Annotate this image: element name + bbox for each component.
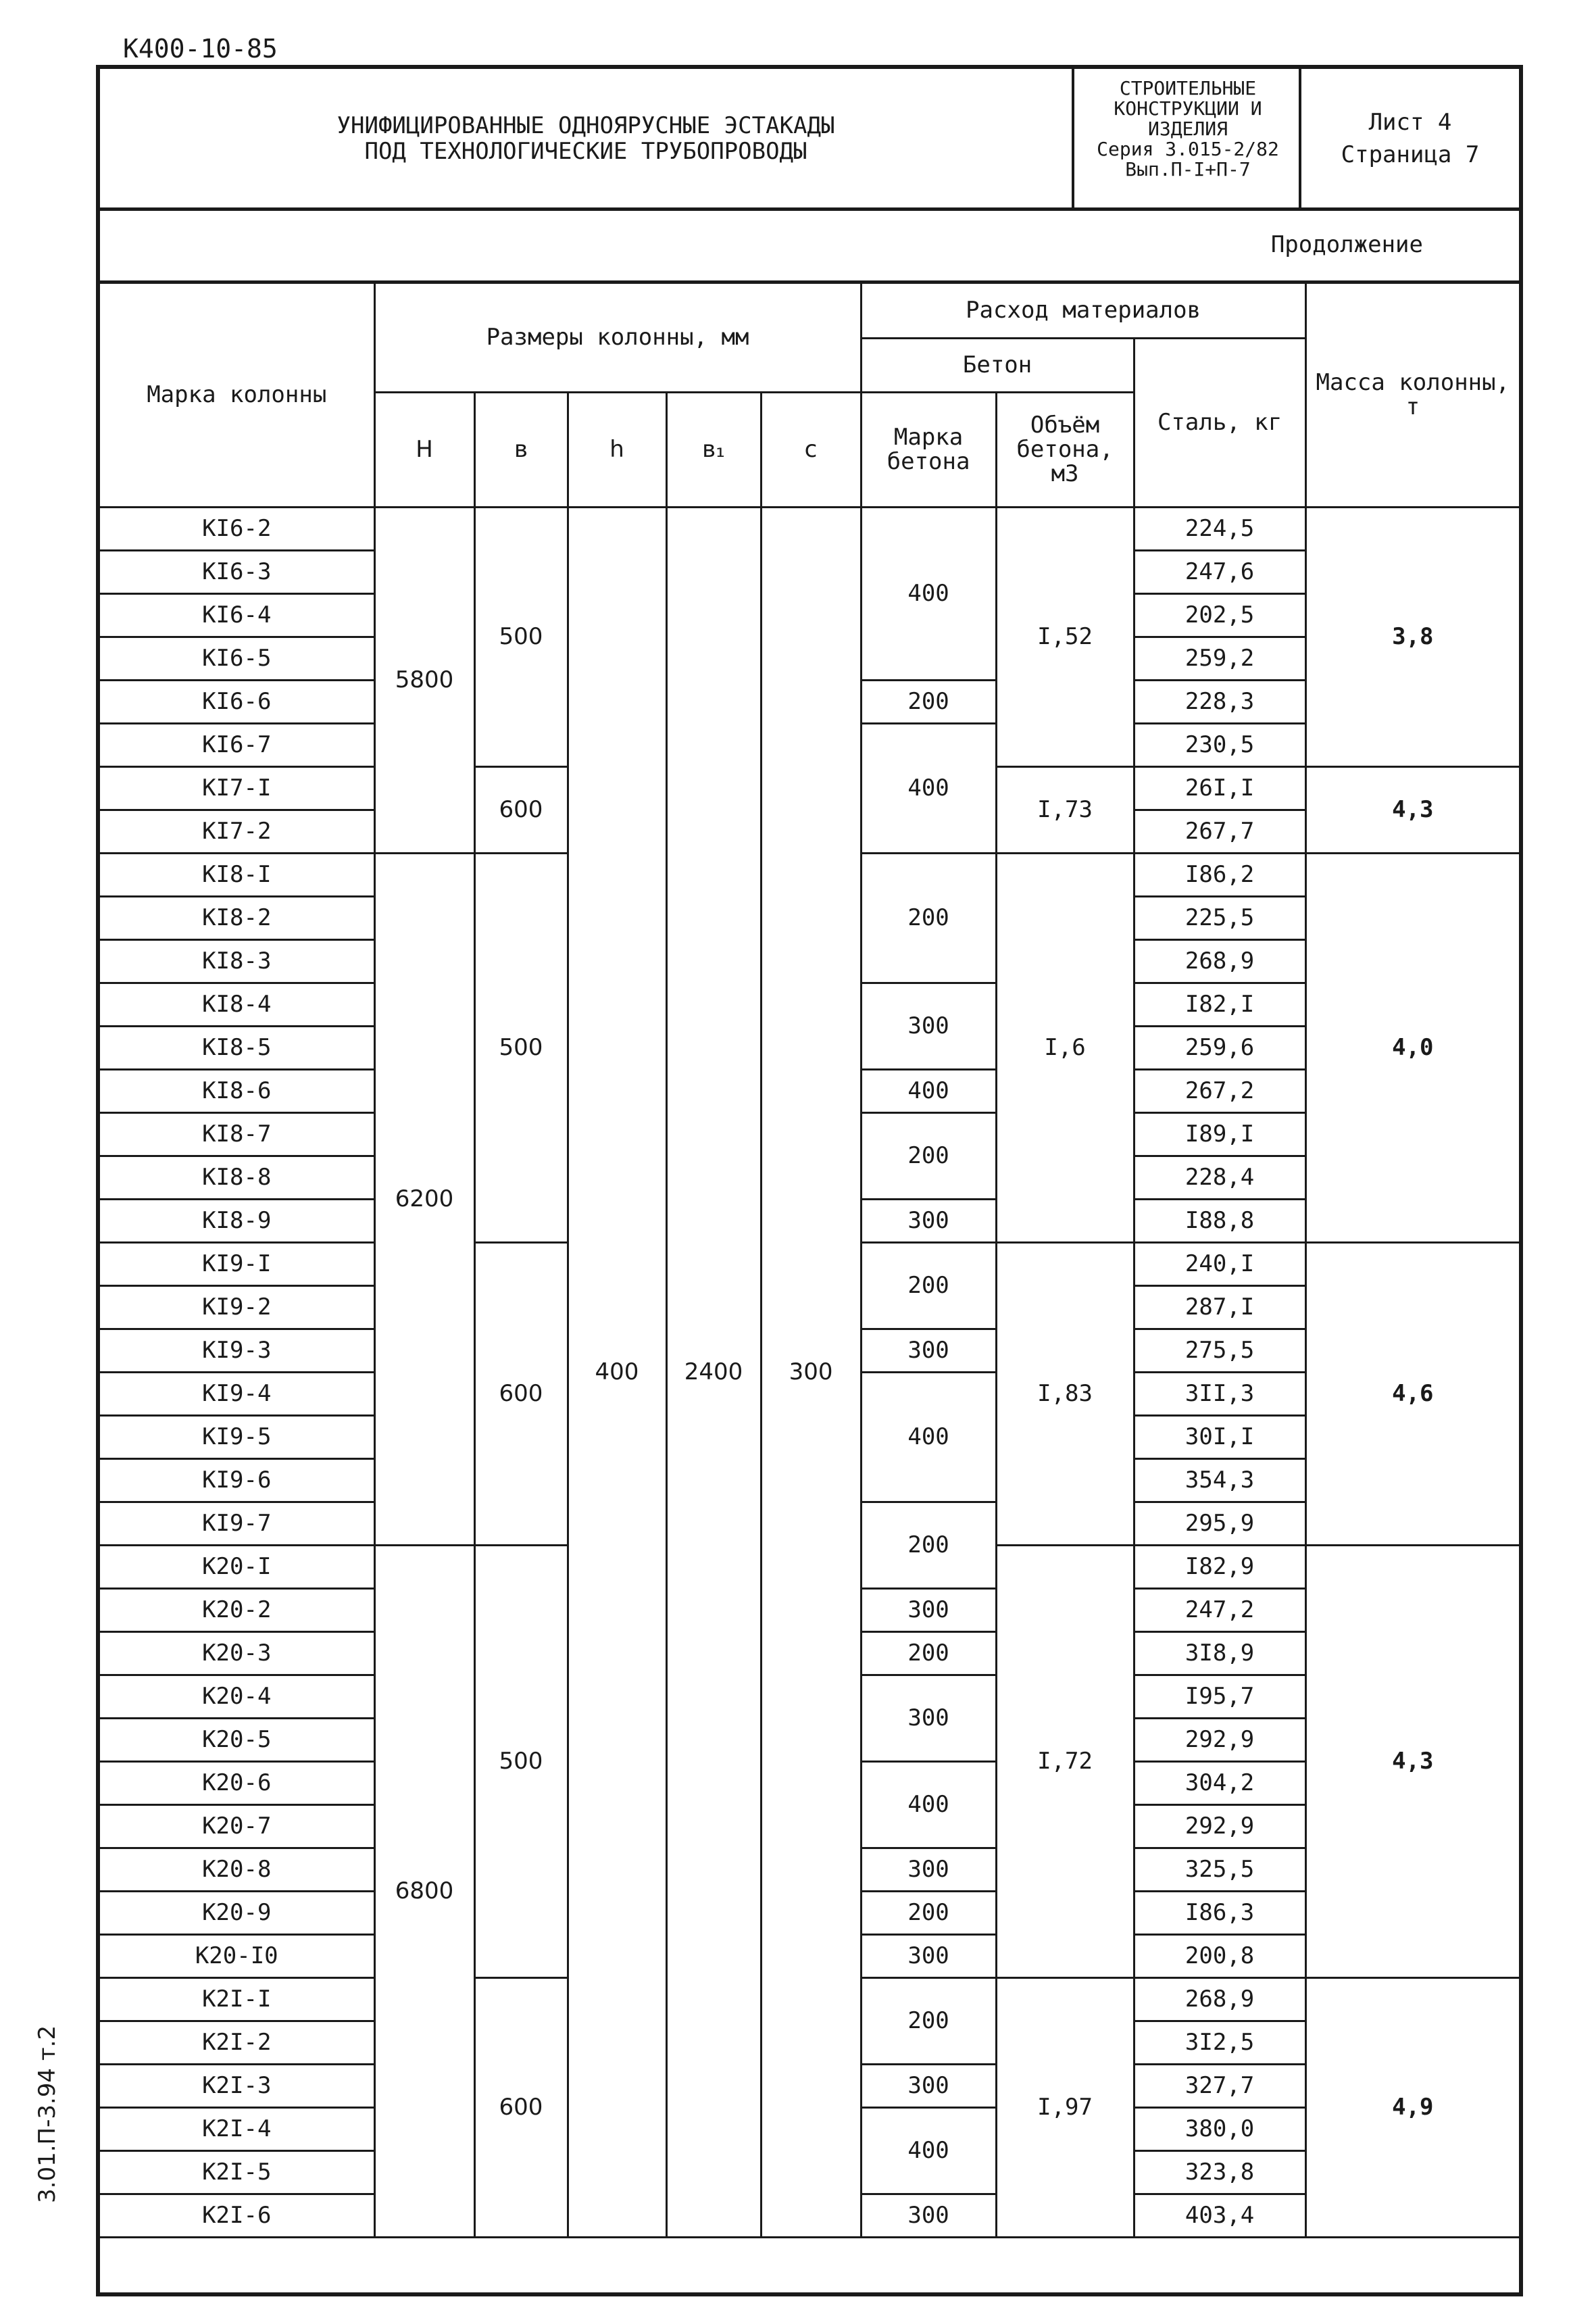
cell-steel: 304,2 — [1134, 1761, 1305, 1804]
cell-steel: I95,7 — [1134, 1675, 1305, 1718]
cell-b: 600 — [474, 1977, 568, 2237]
cell-grade: 300 — [861, 1588, 996, 1631]
cell-H: 6200 — [374, 853, 474, 1545]
cell-grade: 200 — [861, 1242, 996, 1329]
cell-mark: К20-3 — [100, 1631, 374, 1675]
cell-h: 400 — [568, 507, 666, 2237]
cell-mark: КI9-I — [100, 1242, 374, 1285]
cell-steel: 267,2 — [1134, 1069, 1305, 1112]
cell-steel: 230,5 — [1134, 723, 1305, 766]
sheet-number: Лист 4 — [1368, 108, 1452, 136]
cell-mark: КI6-3 — [100, 550, 374, 593]
cell-steel: I88,8 — [1134, 1199, 1305, 1242]
cell-steel: I89,I — [1134, 1112, 1305, 1156]
cell-grade: 200 — [861, 1977, 996, 2064]
cell-mark: К2I-2 — [100, 2021, 374, 2064]
header-mass: Масса колонны, т — [1305, 284, 1519, 507]
cell-mark: КI6-5 — [100, 637, 374, 680]
cell-steel: I86,2 — [1134, 853, 1305, 896]
cell-grade: 200 — [861, 1112, 996, 1199]
cell-mark: К20-4 — [100, 1675, 374, 1718]
cell-grade: 200 — [861, 853, 996, 983]
cell-grade: 300 — [861, 1934, 996, 1977]
cell-grade: 200 — [861, 680, 996, 723]
cell-grade: 200 — [861, 1631, 996, 1675]
sheet-block — [1301, 69, 1519, 207]
title-line-1: УНИФИЦИРОВАННЫЕ ОДНОЯРУСНЫЕ ЭСТАКАДЫ — [336, 112, 835, 139]
cell-mark: КI6-7 — [100, 723, 374, 766]
cell-steel: 327,7 — [1134, 2064, 1305, 2107]
cell-mass: 4,3 — [1305, 766, 1519, 853]
cell-b1: 2400 — [666, 507, 761, 2237]
cell-mark: КI9-6 — [100, 1458, 374, 1502]
cell-steel: 247,2 — [1134, 1588, 1305, 1631]
cell-mass: 4,0 — [1305, 853, 1519, 1242]
cell-mark: КI6-6 — [100, 680, 374, 723]
document-title — [100, 69, 1072, 207]
cell-steel: 259,6 — [1134, 1026, 1305, 1069]
title-line-2: ПОД ТЕХНОЛОГИЧЕСКИЕ ТРУБОПРОВОДЫ — [364, 137, 807, 165]
cell-steel: 403,4 — [1134, 2194, 1305, 2237]
cell-mark: КI8-5 — [100, 1026, 374, 1069]
series-line-5: Вып.П-I+П-7 — [1125, 158, 1251, 180]
continuation-label: Продолжение — [1270, 231, 1423, 258]
cell-steel: 380,0 — [1134, 2107, 1305, 2150]
cell-steel: 287,I — [1134, 1285, 1305, 1329]
cell-mark: КI9-4 — [100, 1372, 374, 1415]
table-body — [100, 507, 1519, 2237]
header-concrete: Бетон — [861, 338, 1134, 392]
cell-steel: 228,3 — [1134, 680, 1305, 723]
cell-mark: КI8-2 — [100, 896, 374, 939]
cell-grade: 300 — [861, 1848, 996, 1891]
cell-mark: К20-9 — [100, 1891, 374, 1934]
cell-mark: КI8-6 — [100, 1069, 374, 1112]
cell-steel: 292,9 — [1134, 1804, 1305, 1848]
cell-steel: 325,5 — [1134, 1848, 1305, 1891]
cell-mass: 4,3 — [1305, 1545, 1519, 1977]
cell-c: 300 — [761, 507, 861, 2237]
cell-steel: 268,9 — [1134, 1977, 1305, 2021]
document-frame — [96, 65, 1523, 2296]
cell-grade: 400 — [861, 723, 996, 853]
cell-mark: КI8-I — [100, 853, 374, 896]
cell-steel: I82,I — [1134, 983, 1305, 1026]
cell-b: 500 — [474, 507, 568, 766]
cell-grade: 300 — [861, 1329, 996, 1372]
cell-mark: К2I-4 — [100, 2107, 374, 2150]
cell-mark: К20-5 — [100, 1718, 374, 1761]
header-b1: в₁ — [666, 392, 761, 507]
cell-grade: 300 — [861, 983, 996, 1069]
continuation-row — [100, 211, 1519, 284]
cell-grade: 400 — [861, 1372, 996, 1502]
cell-H: 6800 — [374, 1545, 474, 2237]
cell-steel: 354,3 — [1134, 1458, 1305, 1502]
cell-b: 600 — [474, 1242, 568, 1545]
cell-mass: 3,8 — [1305, 507, 1519, 766]
cell-H: 5800 — [374, 507, 474, 853]
cell-steel: I86,3 — [1134, 1891, 1305, 1934]
cell-grade: 300 — [861, 1199, 996, 1242]
cell-mark: КI7-I — [100, 766, 374, 810]
cell-mark: К20-8 — [100, 1848, 374, 1891]
cell-steel: I82,9 — [1134, 1545, 1305, 1588]
cell-steel: 200,8 — [1134, 1934, 1305, 1977]
header-concrete-volume: Объём бетона, м3 — [996, 392, 1134, 507]
cell-grade: 400 — [861, 1761, 996, 1848]
cell-steel: 3I8,9 — [1134, 1631, 1305, 1675]
header-b: в — [474, 392, 568, 507]
cell-steel: 268,9 — [1134, 939, 1305, 983]
cell-steel: 292,9 — [1134, 1718, 1305, 1761]
cell-mark: КI6-4 — [100, 593, 374, 637]
cell-mark: К20-2 — [100, 1588, 374, 1631]
cell-mark: КI9-3 — [100, 1329, 374, 1372]
series-block — [1072, 69, 1301, 207]
cell-volume: I,52 — [996, 507, 1134, 766]
cell-steel: 3I2,5 — [1134, 2021, 1305, 2064]
series-line-2: КОНСТРУКЦИИ И — [1114, 97, 1262, 120]
cell-mark: КI8-7 — [100, 1112, 374, 1156]
cell-steel: 225,5 — [1134, 896, 1305, 939]
cell-mark: КI9-7 — [100, 1502, 374, 1545]
cell-grade: 200 — [861, 1502, 996, 1588]
cell-mark: К2I-5 — [100, 2150, 374, 2194]
cell-steel: 202,5 — [1134, 593, 1305, 637]
cell-mark: КI9-2 — [100, 1285, 374, 1329]
cell-mark: КI6-2 — [100, 507, 374, 550]
header-materials: Расход материалов — [861, 284, 1305, 338]
header-H: H — [374, 392, 474, 507]
series-line-3: ИЗДЕЛИЯ — [1147, 118, 1228, 140]
cell-grade: 300 — [861, 1675, 996, 1761]
series-line-4: Серия 3.015-2/82 — [1097, 138, 1279, 160]
cell-grade: 400 — [861, 2107, 996, 2194]
series-line-1: СТРОИТЕЛЬНЫЕ — [1119, 77, 1257, 99]
cell-steel: 26I,I — [1134, 766, 1305, 810]
cell-mark: КI7-2 — [100, 810, 374, 853]
document-code: К400-10-85 — [123, 34, 278, 64]
cell-steel: 240,I — [1134, 1242, 1305, 1285]
cell-volume: I,97 — [996, 1977, 1134, 2237]
cell-steel: 267,7 — [1134, 810, 1305, 853]
cell-volume: I,73 — [996, 766, 1134, 853]
cell-volume: I,72 — [996, 1545, 1134, 1977]
cell-grade: 300 — [861, 2064, 996, 2107]
cell-mass: 4,6 — [1305, 1242, 1519, 1545]
cell-mark: КI8-3 — [100, 939, 374, 983]
cell-steel: 3II,3 — [1134, 1372, 1305, 1415]
header-concrete-grade: Марка бетона — [861, 392, 996, 507]
cell-mass: 4,9 — [1305, 1977, 1519, 2237]
cell-mark: КI9-5 — [100, 1415, 374, 1458]
cell-b: 600 — [474, 766, 568, 853]
cell-mark: КI8-9 — [100, 1199, 374, 1242]
cell-steel: 275,5 — [1134, 1329, 1305, 1372]
header-c: c — [761, 392, 861, 507]
cell-grade: 200 — [861, 1891, 996, 1934]
cell-mark: КI8-4 — [100, 983, 374, 1026]
header-dims: Размеры колонны, мм — [374, 284, 861, 392]
cell-mark: К2I-3 — [100, 2064, 374, 2107]
table-row — [100, 507, 1519, 550]
cell-mark: К2I-I — [100, 1977, 374, 2021]
cell-mark: К2I-6 — [100, 2194, 374, 2237]
cell-steel: 228,4 — [1134, 1156, 1305, 1199]
cell-steel: 247,6 — [1134, 550, 1305, 593]
cell-mark: К20-6 — [100, 1761, 374, 1804]
cell-steel: 295,9 — [1134, 1502, 1305, 1545]
cell-grade: 400 — [861, 1069, 996, 1112]
page-number: Страница 7 — [1341, 141, 1480, 168]
cell-mark: КI8-8 — [100, 1156, 374, 1199]
side-document-code: 3.01.П-3.94 т.2 — [34, 2025, 61, 2203]
cell-steel: 30I,I — [1134, 1415, 1305, 1458]
cell-mark: К20-I0 — [100, 1934, 374, 1977]
title-block — [100, 69, 1519, 211]
cell-mark: К20-7 — [100, 1804, 374, 1848]
cell-grade: 400 — [861, 507, 996, 680]
header-mark: Марка колонны — [100, 284, 374, 507]
cell-mark: К20-I — [100, 1545, 374, 1588]
cell-b: 500 — [474, 853, 568, 1242]
cell-steel: 259,2 — [1134, 637, 1305, 680]
cell-grade: 300 — [861, 2194, 996, 2237]
cell-volume: I,6 — [996, 853, 1134, 1242]
cell-volume: I,83 — [996, 1242, 1134, 1545]
header-steel: Сталь, кг — [1134, 338, 1305, 507]
header-h: h — [568, 392, 666, 507]
cell-steel: 323,8 — [1134, 2150, 1305, 2194]
cell-steel: 224,5 — [1134, 507, 1305, 550]
column-spec-table — [100, 284, 1519, 2238]
cell-b: 500 — [474, 1545, 568, 1977]
